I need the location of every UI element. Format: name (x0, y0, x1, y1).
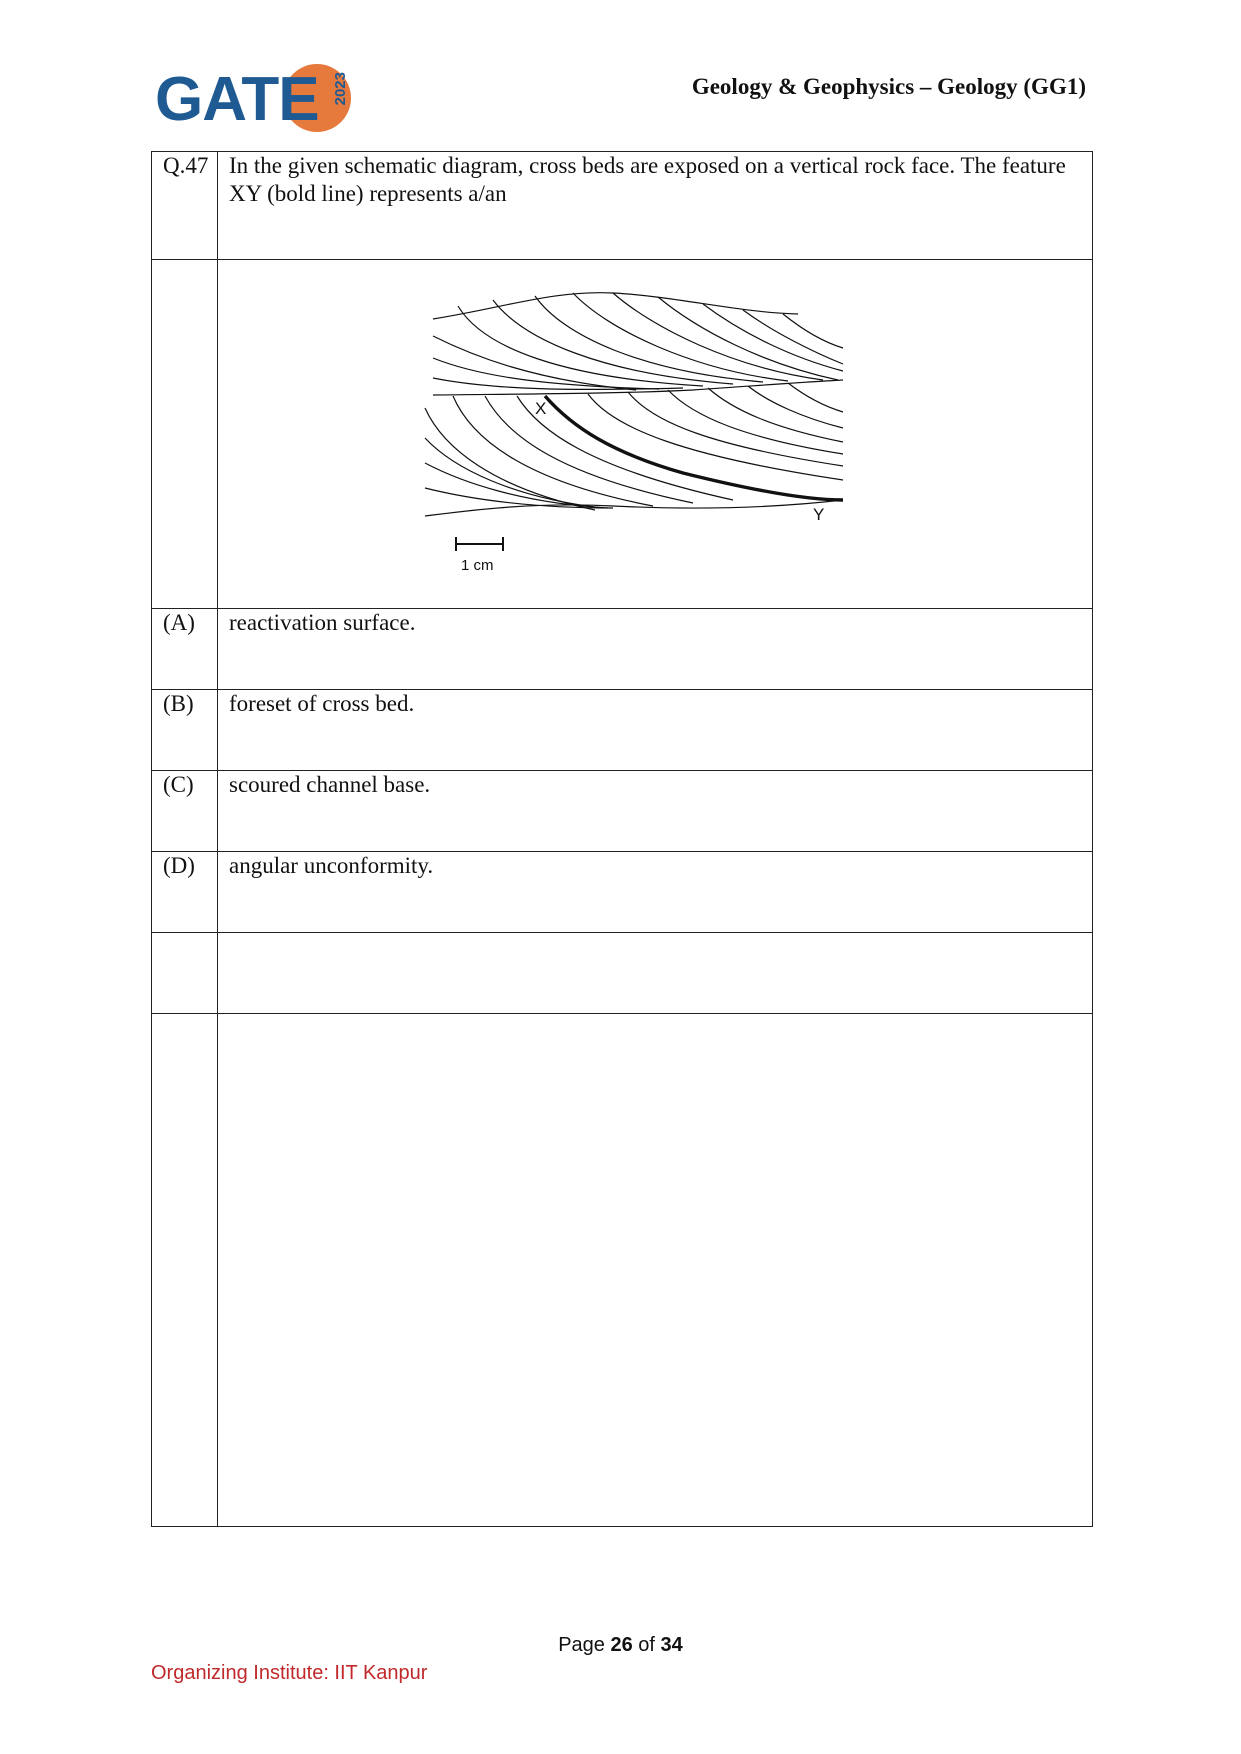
logo-year: 2023 (332, 72, 349, 106)
empty-space-row (152, 1014, 1093, 1527)
option-text-a: reactivation surface. (218, 609, 1093, 690)
figure-row (152, 260, 1093, 609)
option-row-b[interactable] (152, 690, 1093, 771)
option-text-c: scoured channel base. (218, 771, 1093, 852)
option-row-a[interactable] (152, 609, 1093, 690)
question-row (152, 152, 1093, 260)
option-label-a: (A) (152, 609, 218, 690)
figure-cell (218, 260, 1093, 609)
option-row-d[interactable] (152, 852, 1093, 933)
label-x: X (535, 399, 547, 418)
question-number: Q.47 (152, 152, 218, 260)
page-number: Page 26 of 34 (558, 1634, 683, 1656)
cross-bed-diagram (413, 278, 903, 583)
paper-title: Geology & Geophysics – Geology (GG1) (691, 74, 1086, 99)
label-y: Y (813, 505, 825, 524)
blank-row (152, 933, 1093, 1014)
organizing-institute: Organizing Institute: IIT Kanpur (151, 1662, 428, 1684)
gate-logo (155, 60, 360, 140)
question-table (151, 151, 1093, 1527)
option-label-d: (D) (152, 852, 218, 933)
scale-bar (456, 537, 503, 551)
scale-label: 1 cm (461, 557, 494, 574)
option-label-c: (C) (152, 771, 218, 852)
option-text-b: foreset of cross bed. (218, 690, 1093, 771)
option-text-d: angular unconformity. (218, 852, 1093, 933)
option-label-b: (B) (152, 690, 218, 771)
question-text: In the given schematic diagram, cross beds are exposed on a vertical rock face. The feature XY (bold line) represents a/an (218, 152, 1093, 260)
option-row-c[interactable] (152, 771, 1093, 852)
logo-text: GATE (155, 65, 319, 134)
